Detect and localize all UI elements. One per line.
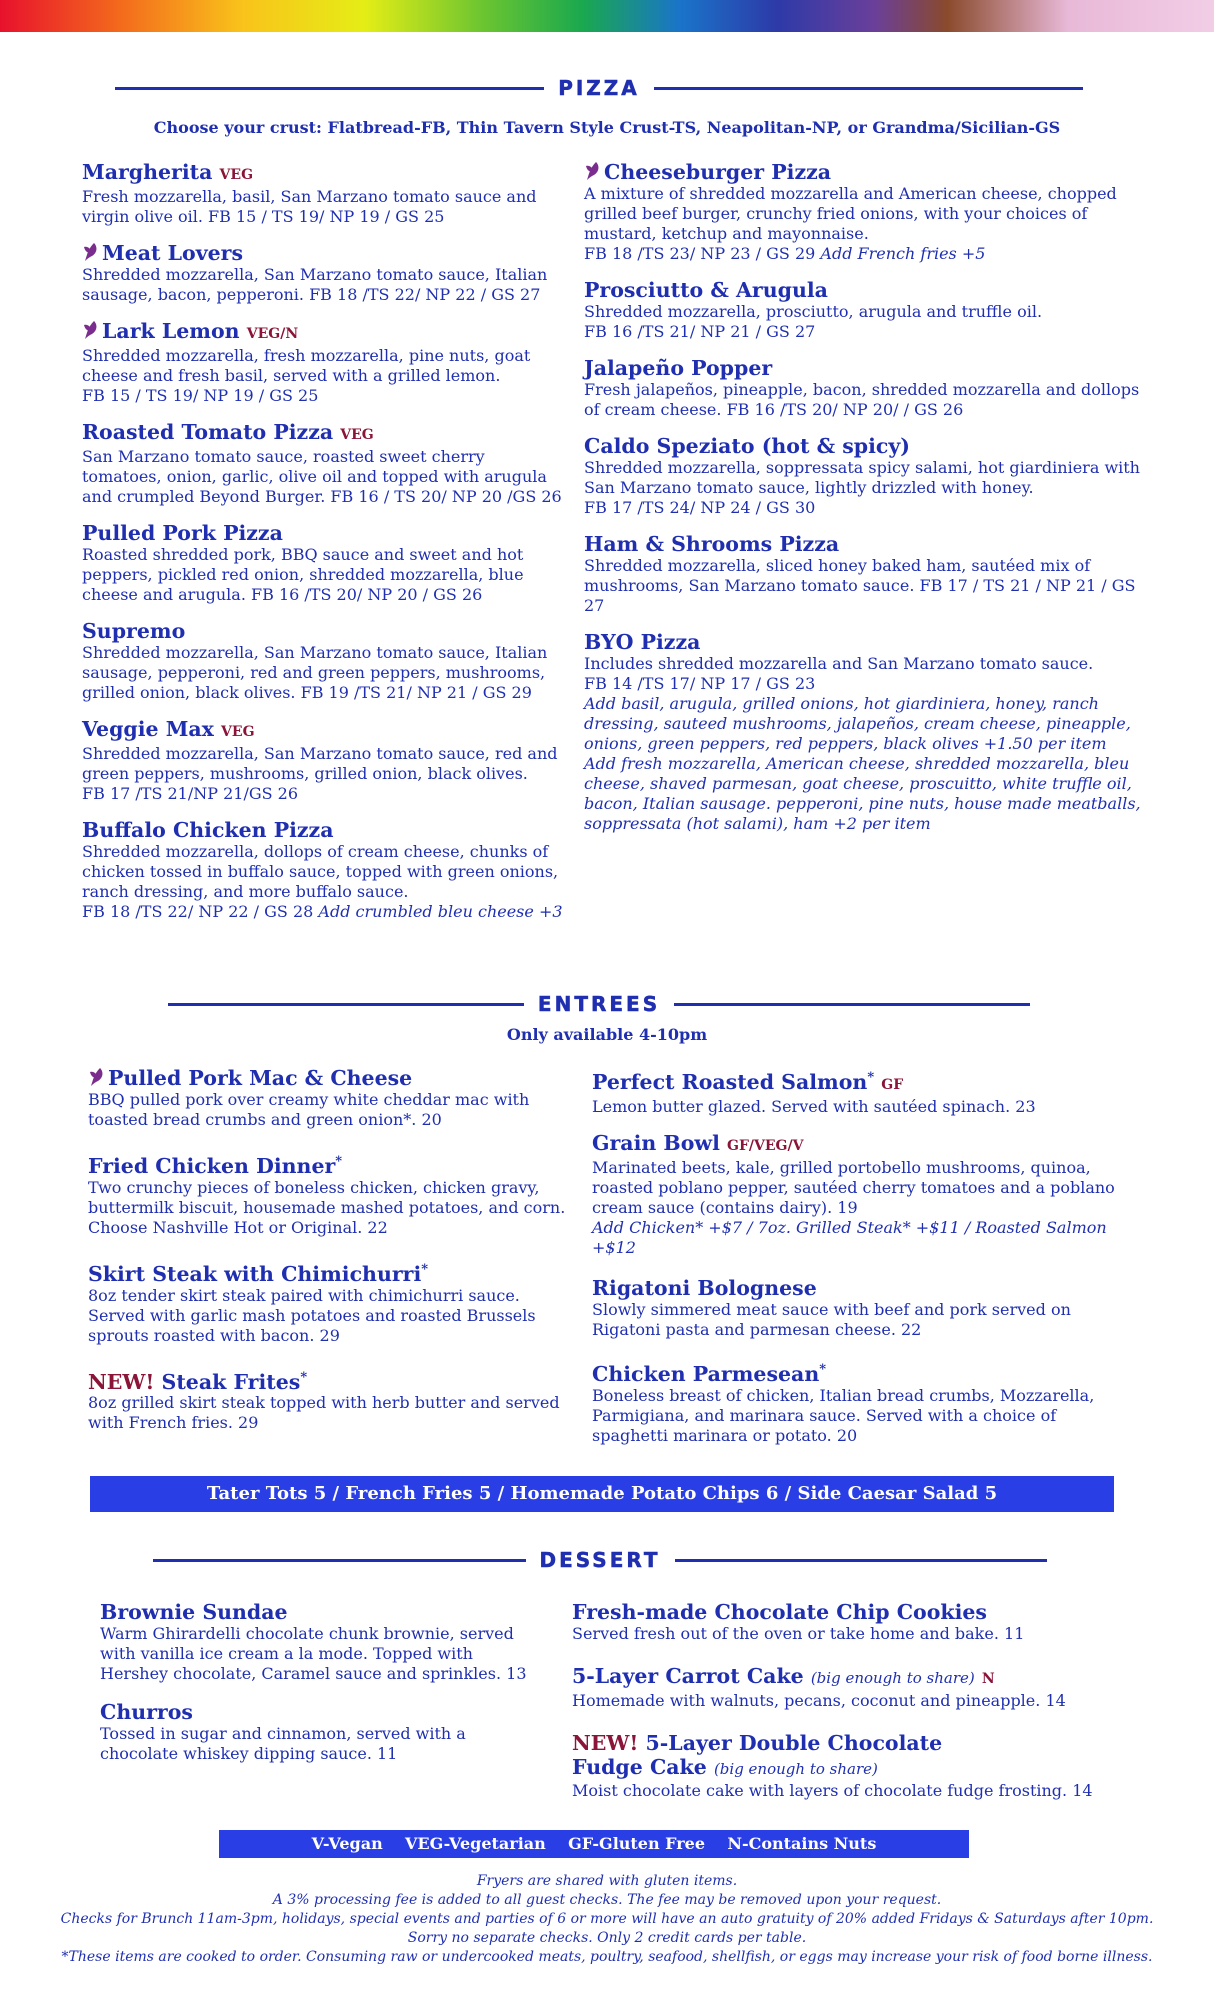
item-description: Shredded mozzarella, sliced honey baked ham, sautéed mix of mushrooms, San Marzano tomato sauce. FB 17 / TS 21 / NP 21 / GS 27 <box>584 556 1136 615</box>
menu-item <box>82 319 564 406</box>
footer-line: *These items are cooked to order. Consuming raw or undercooked meats, poultry, seafood, shellfish, or eggs may increase your risk of food borne illness. <box>61 1949 1153 1965</box>
item-description: Shredded mozzarella, soppressata spicy salami, hot giardiniera with San Marzano tomato sauce, lightly drizzled with honey. <box>584 458 1140 497</box>
item-name: Churros <box>100 1700 193 1724</box>
item-name: Jalapeño Popper <box>584 356 773 380</box>
footer-line: Fryers are shared with gluten items. <box>476 1873 738 1889</box>
item-addon: Add crumbled bleu cheese +3 <box>318 902 563 921</box>
menu-item <box>584 278 1144 342</box>
item-description: A mixture of shredded mozzarella and American cheese, chopped grilled beef burger, crunchy fried onions, with your choices of mustard, ketchup and mayonnaise. <box>584 184 1117 243</box>
item-description: Served fresh out of the oven or take home and bake. 11 <box>572 1624 1025 1643</box>
item-description: Shredded mozzarella, San Marzano tomato sauce, red and green peppers, mushrooms, grilled onion, black olives. <box>82 744 558 783</box>
entrees-section-header <box>168 992 1030 1016</box>
item-name: Rigatoni Bolognese <box>592 1275 817 1300</box>
item-description: Includes shredded mozzarella and San Marzano tomato sauce. <box>584 654 1094 673</box>
item-description: Roasted shredded pork, BBQ sauce and sweet and hot peppers, pickled red onion, shredded mozzarella, blue cheese and arugula. FB 16 /TS 20/ NP 20 / GS 26 <box>82 545 524 604</box>
divider <box>115 87 544 90</box>
item-name: Skirt Steak with Chimichurri <box>88 1261 422 1286</box>
menu-item <box>572 1731 1132 1801</box>
footer-line: Checks for Brunch 11am-3pm, holidays, special events and parties of 6 or more will have an auto gratuity of 20% added Fridays & Saturdays after 10pm. <box>60 1911 1154 1927</box>
menu-item <box>592 1276 1137 1340</box>
divider <box>654 87 1083 90</box>
item-name: Fried Chicken Dinner <box>88 1153 336 1178</box>
section-title: PIZZA <box>558 76 640 100</box>
leaf-icon <box>82 241 100 263</box>
item-name: Fresh-made Chocolate Chip Cookies <box>572 1600 987 1624</box>
item-description: 8oz tender skirt steak paired with chimichurri sauce. Served with garlic mash potatoes and roasted Brussels sprouts roasted with bacon. 29 <box>88 1285 536 1345</box>
new-badge: NEW! <box>572 1731 639 1755</box>
item-name: Prosciutto & Arugula <box>584 278 828 302</box>
item-description: Two crunchy pieces of boneless chicken, chicken gravy, buttermilk biscuit, housemade mashed potatoes, and corn. Choose Nashville Hot or Original. 22 <box>88 1177 566 1237</box>
menu-item <box>592 1131 1137 1258</box>
item-name: Roasted Tomato Pizza <box>82 420 334 444</box>
menu-item <box>592 1066 1137 1117</box>
item-description: Shredded mozzarella, fresh mozzarella, pine nuts, goat cheese and fresh basil, served with a grilled lemon. <box>82 346 531 385</box>
item-addon: Add fresh mozzarella, American cheese, shredded mozzarella, bleu cheese, shaved parmesan, goat cheese, proscuitto, white truffle oil, bacon, Italian sausage. pepperoni, pine nuts, house made meatballs, soppressata (hot salami), ham +2 per item <box>584 754 1141 833</box>
item-name: Ham & Shrooms Pizza <box>584 532 840 556</box>
entrees-right-column <box>592 1066 1137 1460</box>
menu-item <box>100 1700 540 1764</box>
divider <box>674 1003 1030 1006</box>
item-prices: FB 18 /TS 22/ NP 22 / GS 28 <box>82 902 314 921</box>
diet-legend-bar: V-Vegan VEG-Vegetarian GF-Gluten Free N-Contains Nuts <box>219 1830 969 1858</box>
cooked-to-order-mark: * <box>819 1361 827 1377</box>
item-prices: FB 17 /TS 21/NP 21/GS 26 <box>82 784 299 803</box>
diet-tag: GF/VEG/V <box>727 1137 804 1154</box>
divider <box>153 1559 526 1562</box>
entrees-subtitle: Only available 4-10pm <box>506 1025 708 1044</box>
menu-item <box>88 1258 572 1346</box>
item-description: Fresh mozzarella, basil, San Marzano tomato sauce and virgin olive oil. FB 15 / TS 19/ NP 19 / GS 25 <box>82 187 537 226</box>
item-description: Warm Ghirardelli chocolate chunk brownie, served with vanilla ice cream a la mode. Topped with Hershey chocolate, Caramel sauce and sprinkles. 13 <box>100 1624 527 1683</box>
item-addon: Add French fries +5 <box>820 244 986 263</box>
new-badge: NEW! <box>88 1369 155 1394</box>
pizza-right-column <box>584 160 1144 848</box>
menu-item <box>584 356 1144 420</box>
item-note: (big enough to share) <box>713 1760 878 1778</box>
item-prices: FB 18 /TS 23/ NP 23 / GS 29 <box>584 244 816 263</box>
item-name-cont: Fudge Cake <box>572 1755 707 1779</box>
item-name: Margherita <box>82 160 213 184</box>
item-name: Brownie Sundae <box>100 1600 288 1624</box>
crust-note: Choose your crust: Flatbread-FB, Thin Tavern Style Crust-TS, Neapolitan-NP, or Grandma/Sicilian-GS <box>153 118 1061 137</box>
section-title: DESSERT <box>539 1548 661 1572</box>
menu-item <box>100 1600 540 1684</box>
menu-item <box>82 717 564 804</box>
item-description: Shredded mozzarella, San Marzano tomato sauce, Italian sausage, pepperoni, red and green peppers, mushrooms, grilled onion, black olives. FB 19 /TS 21/ NP 21 / GS 29 <box>82 643 548 702</box>
menu-item <box>82 420 564 507</box>
menu-item <box>584 160 1144 264</box>
item-description: Shredded mozzarella, dollops of cream cheese, chunks of chicken tossed in buffalo sauce, topped with green onions, ranch dressing, and more buffalo sauce. <box>82 842 559 901</box>
menu-item <box>82 521 564 605</box>
item-addon: Add basil, arugula, grilled onions, hot giardiniera, honey, ranch dressing, sauteed mushrooms, jalapeños, cream cheese, pineapple, onions, green peppers, red peppers, black olives +1.50 per item <box>584 694 1131 753</box>
item-prices: FB 17 /TS 24/ NP 24 / GS 30 <box>584 498 816 517</box>
item-description-cont: and crumpled Beyond Burger. FB 16 / TS 20/ NP 20 /GS 26 <box>82 487 562 506</box>
menu-item <box>572 1600 1132 1644</box>
diet-tag: VEG <box>221 724 255 740</box>
item-description: Moist chocolate cake with layers of chocolate fudge frosting. 14 <box>572 1781 1093 1800</box>
item-description: Fresh jalapeños, pineapple, bacon, shredded mozzarella and dollops of cream cheese. FB 16 /TS 20/ NP 20/ / GS 26 <box>584 380 1140 419</box>
menu-item <box>572 1664 1132 1711</box>
menu-item <box>82 241 564 305</box>
diet-tag: GF <box>881 1076 904 1093</box>
item-name: Perfect Roasted Salmon <box>592 1069 868 1094</box>
item-name: Meat Lovers <box>102 241 244 265</box>
cooked-to-order-mark: * <box>335 1154 343 1169</box>
item-note: (big enough to share) <box>810 1669 975 1687</box>
cooked-to-order-mark: * <box>300 1369 308 1385</box>
menu-item <box>88 1066 572 1130</box>
item-name: Caldo Speziato (hot & spicy) <box>584 434 910 458</box>
menu-item <box>584 630 1144 834</box>
item-name: BYO Pizza <box>584 630 701 654</box>
footer-line: Sorry no separate checks. Only 2 credit cards per table. <box>407 1930 807 1946</box>
footer-line: A 3% processing fee is added to all guest checks. The fee may be removed upon your request. <box>272 1892 942 1908</box>
item-name: Pulled Pork Pizza <box>82 521 283 545</box>
item-description: Lemon butter glazed. Served with sautéed spinach. 23 <box>592 1096 1036 1116</box>
leaf-icon <box>88 1066 106 1088</box>
menu-item <box>82 818 564 922</box>
item-name: Cheeseburger Pizza <box>604 160 832 184</box>
item-description: Homemade with walnuts, pecans, coconut and pineapple. 14 <box>572 1691 1066 1710</box>
item-description: San Marzano tomato sauce, roasted sweet cherry tomatoes, onion, garlic, olive oil and topped with arugula <box>82 447 547 486</box>
item-name: Buffalo Chicken Pizza <box>82 818 334 842</box>
item-name: Grain Bowl <box>592 1130 720 1155</box>
diet-tag: VEG <box>340 427 374 443</box>
item-name: 5-Layer Double Chocolate <box>645 1731 943 1755</box>
item-description: BBQ pulled pork over creamy white cheddar mac with toasted bread crumbs and green onion*. 20 <box>88 1090 530 1129</box>
cooked-to-order-mark: * <box>867 1070 875 1085</box>
footer-notes <box>0 1872 1214 1967</box>
dessert-left-column <box>100 1600 540 1778</box>
cooked-to-order-mark: * <box>421 1261 429 1277</box>
leaf-icon <box>82 319 100 341</box>
item-name: Pulled Pork Mac & Cheese <box>108 1066 413 1090</box>
menu-item <box>584 532 1144 616</box>
item-name: 5-Layer Carrot Cake <box>572 1664 804 1688</box>
leaf-icon <box>584 160 602 182</box>
dessert-section-header <box>153 1548 1047 1572</box>
dessert-right-column <box>572 1600 1132 1815</box>
item-name: Veggie Max <box>82 717 214 741</box>
menu-item <box>592 1358 1137 1446</box>
diet-tag: VEG <box>219 167 254 183</box>
item-description: Shredded mozzarella, prosciutto, arugula and truffle oil. <box>584 302 1043 321</box>
entrees-left-column <box>88 1066 572 1447</box>
divider <box>168 1003 524 1006</box>
menu-item <box>82 160 564 227</box>
pizza-left-column <box>82 160 564 936</box>
item-description: 8oz grilled skirt steak topped with herb butter and served with French fries. 29 <box>88 1393 560 1433</box>
item-prices: FB 15 / TS 19/ NP 19 / GS 25 <box>82 386 319 405</box>
pizza-section-header <box>115 76 1083 100</box>
menu-item <box>88 1150 572 1238</box>
item-name: Supremo <box>82 619 186 643</box>
section-title: ENTREES <box>537 992 661 1016</box>
divider <box>675 1559 1048 1562</box>
item-name: Lark Lemon <box>102 319 240 343</box>
item-name: Steak Frites <box>161 1369 301 1394</box>
item-description: Boneless breast of chicken, Italian bread crumbs, Mozzarella, Parmigiana, and marinara sauce. Served with a choice of spaghetti marinara or potato. 20 <box>592 1385 1095 1445</box>
item-prices: FB 14 /TS 17/ NP 17 / GS 23 <box>584 674 816 693</box>
menu-item <box>82 619 564 703</box>
item-prices: FB 16 /TS 21/ NP 21 / GS 27 <box>584 322 816 341</box>
menu-item <box>88 1366 572 1434</box>
sides-bar: Tater Tots 5 / French Fries 5 / Homemade Potato Chips 6 / Side Caesar Salad 5 <box>90 1476 1114 1512</box>
item-addon: Add Chicken* +$7 / 7oz. Grilled Steak* +$11 / Roasted Salmon +$12 <box>592 1217 1107 1257</box>
menu-item <box>584 434 1144 518</box>
item-description: Marinated beets, kale, grilled portobello mushrooms, quinoa, roasted poblano pepper, sautéed cherry tomatoes and a poblano cream sauce (contains dairy). 19 <box>592 1157 1115 1217</box>
item-description: Tossed in sugar and cinnamon, served with a chocolate whiskey dipping sauce. 11 <box>100 1724 466 1763</box>
rainbow-header-bar <box>0 0 1214 32</box>
item-name: Chicken Parmesean <box>592 1361 820 1386</box>
item-description: Slowly simmered meat sauce with beef and pork served on Rigatoni pasta and parmesan cheese. 22 <box>592 1299 1071 1339</box>
item-description: Shredded mozzarella, San Marzano tomato sauce, Italian sausage, bacon, pepperoni. FB 18 /TS 22/ NP 22 / GS 27 <box>82 265 548 304</box>
diet-tag: N <box>981 1671 995 1687</box>
diet-tag: VEG/N <box>246 326 299 342</box>
